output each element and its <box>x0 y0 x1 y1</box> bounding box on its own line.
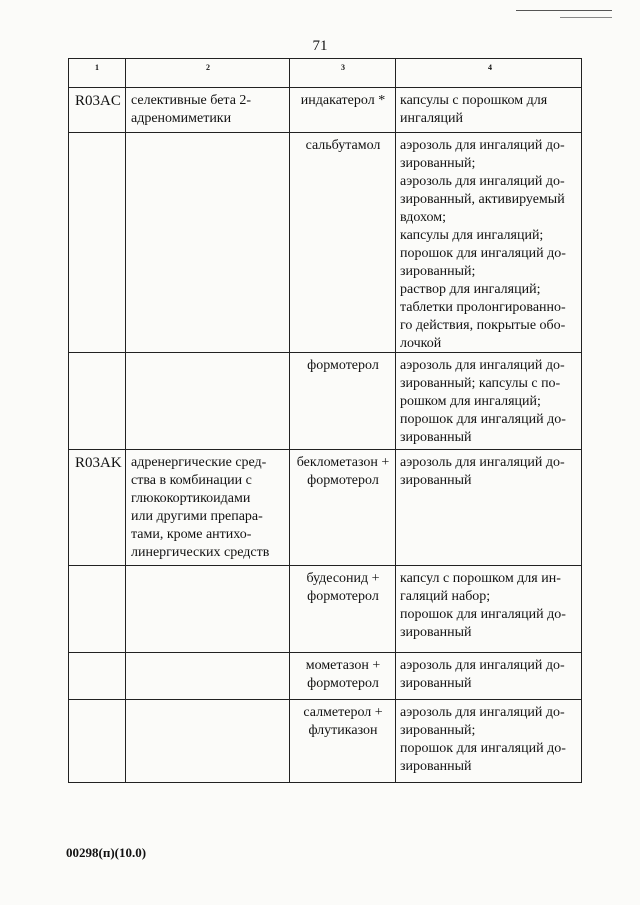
group-cell <box>125 353 290 449</box>
code-text: R03AC <box>75 93 121 109</box>
code-text <box>69 133 125 137</box>
substance-cell <box>289 653 396 699</box>
forms-text: капсулы с порошком для ингаляций <box>400 93 548 126</box>
substance-text: будесонид + формотерол <box>306 571 380 604</box>
substance-text: формотерол <box>307 358 379 373</box>
substance-cell <box>289 450 396 565</box>
group-text: селективные бета 2- адреномиметики <box>131 93 252 126</box>
forms-cell <box>395 353 584 449</box>
table-row <box>68 700 582 783</box>
forms-text: капсул с порошком для ин- галяций набор; порошок для ингаляций до- зированный <box>400 571 566 640</box>
code-text <box>69 700 125 704</box>
code-text <box>69 653 125 657</box>
substance-text: индакатерол * <box>300 93 386 108</box>
document-code: 00298(п)(10.0) <box>66 845 147 860</box>
drug-table <box>68 58 582 783</box>
forms-text: аэрозоль для ингаляций до- зированный; порошок для ингаляций до- зированный <box>400 705 566 774</box>
forms-text: аэрозоль для ингаляций до- зированный <box>400 455 565 488</box>
substance-cell <box>289 566 396 652</box>
forms-text: аэрозоль для ингаляций до- зированный <box>400 658 565 691</box>
forms-text: аэрозоль для ингаляций до- зированный; аэрозоль для ингаляций до- зированный, активируемый вдохом; капсулы для ингаляций; порошок для ингаляций до- зированный; раствор для ингаляций; таблетки пролонгированно- го действия, покрытые обо- лочкой <box>400 138 566 351</box>
table-row <box>68 653 582 700</box>
group-text <box>126 566 290 570</box>
substance-text: сальбутамол <box>305 138 381 153</box>
code-cell <box>69 653 125 699</box>
code-cell <box>69 450 125 565</box>
table-row <box>68 450 582 566</box>
group-text <box>126 133 290 137</box>
group-text <box>126 353 290 357</box>
substance-cell <box>289 133 396 352</box>
group-cell <box>125 700 290 782</box>
group-cell <box>125 566 290 652</box>
code-cell <box>69 353 125 449</box>
code-cell <box>69 133 125 352</box>
header-col-4: 4 <box>395 59 584 87</box>
group-cell <box>125 653 290 699</box>
header-col-1: 1 <box>95 63 99 72</box>
header-col-3: 3 <box>289 59 396 87</box>
group-cell <box>125 88 290 132</box>
forms-text: аэрозоль для ингаляций до- зированный; капсулы с по- рошком для ингаляций; порошок для ингаляций до- зированный <box>400 358 566 445</box>
code-cell <box>69 88 125 132</box>
forms-cell <box>395 133 584 352</box>
group-cell <box>125 450 290 565</box>
substance-cell <box>289 88 396 132</box>
forms-cell <box>395 88 584 132</box>
code-text <box>69 353 125 357</box>
table-header-row <box>68 58 582 88</box>
header-col-2: 2 <box>125 59 290 87</box>
code-cell <box>69 566 125 652</box>
top-rule-short <box>560 17 612 18</box>
forms-cell <box>395 653 584 699</box>
substance-text: салметерол + флутиказон <box>303 705 383 738</box>
table-row <box>68 88 582 133</box>
forms-cell <box>395 700 584 782</box>
group-text <box>126 653 290 657</box>
code-text: R03AK <box>75 455 122 471</box>
table-row <box>68 566 582 653</box>
group-text: адренергические сред- ства в комбинации с глюкокортикоидами или другими препара- тами, кроме антихо- линергических средств <box>131 455 270 560</box>
substance-text: мометазон + формотерол <box>305 658 381 691</box>
substance-cell <box>289 353 396 449</box>
substance-cell <box>289 700 396 782</box>
group-text <box>126 700 290 704</box>
code-text <box>69 566 125 570</box>
table-row <box>68 353 582 450</box>
substance-text: беклометазон + формотерол <box>296 455 390 488</box>
top-rule <box>516 10 612 11</box>
page-number: 71 <box>312 38 328 54</box>
forms-cell <box>395 566 584 652</box>
table-row <box>68 133 582 353</box>
code-cell <box>69 700 125 782</box>
forms-cell <box>395 450 584 565</box>
group-cell <box>125 133 290 352</box>
